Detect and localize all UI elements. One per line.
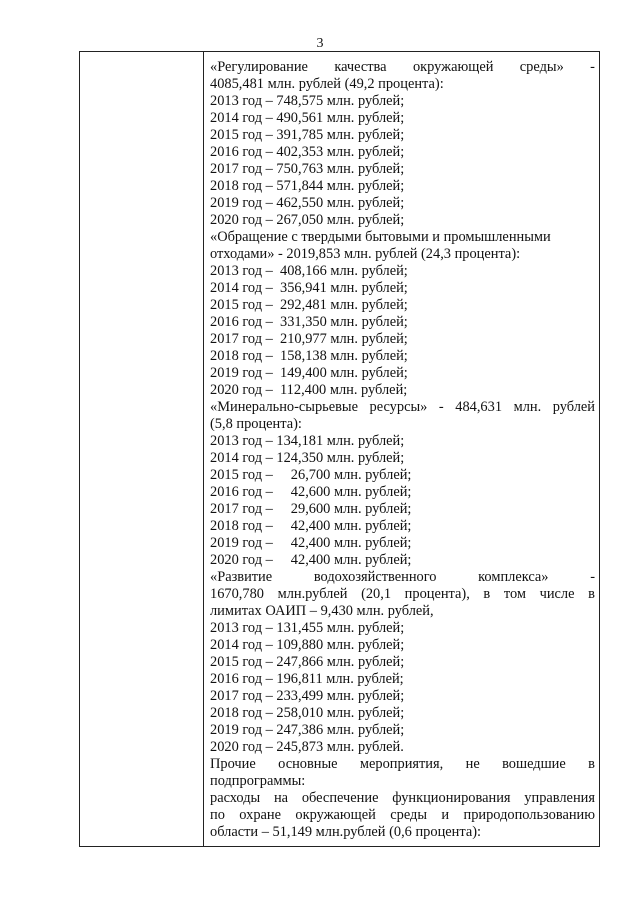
year-line: 2016 год – 42,600 млн. рублей; — [210, 484, 412, 500]
text-word: среды — [390, 807, 428, 823]
table-left-column — [80, 52, 204, 846]
text-word: по — [210, 807, 225, 823]
year-line: 2020 год – 245,873 млн. рублей. — [210, 739, 404, 755]
heading-word: «Минерально-сырьевые — [210, 399, 358, 415]
heading-word: в — [588, 586, 595, 602]
year-line: 2014 год – 109,880 млн. рублей; — [210, 637, 405, 653]
year-line: 2019 год – 149,400 млн. рублей; — [210, 365, 408, 381]
heading-word: вошедшие — [502, 756, 566, 772]
text-word: обеспечение — [301, 790, 379, 806]
heading-word: процента), — [404, 586, 470, 602]
year-line: 2014 год – 490,561 млн. рублей; — [210, 110, 405, 126]
heading-word: - — [590, 59, 595, 75]
text-word: на — [273, 790, 289, 806]
other-text: области – 51,149 млн.рублей (0,6 процента): — [210, 824, 481, 840]
year-line: 2016 год – 331,350 млн. рублей; — [210, 314, 408, 330]
heading-word: среды» — [519, 59, 564, 75]
year-line: 2017 год – 233,499 млн. рублей; — [210, 688, 405, 704]
section-heading — [210, 569, 595, 586]
text-word: и — [441, 807, 450, 823]
year-line: 2017 год – 210,977 млн. рублей; — [210, 331, 408, 347]
text-word: расходы — [210, 790, 261, 806]
heading-word: Прочие — [210, 756, 256, 772]
text-word: окружающей — [295, 807, 376, 823]
year-line: 2018 год – 42,400 млн. рублей; — [210, 518, 412, 534]
heading-word: том — [503, 586, 526, 602]
other-text — [210, 807, 595, 824]
heading-word: качества — [334, 59, 387, 75]
section-heading — [210, 586, 595, 603]
section-heading: отходами» - 2019,853 млн. рублей (24,3 процента): — [210, 246, 521, 262]
text-word: функционирования — [392, 790, 511, 806]
heading-word: ресурсы» — [369, 399, 428, 415]
page-number: 3 — [316, 36, 324, 51]
heading-word: «Регулирование — [210, 59, 308, 75]
year-line: 2018 год – 258,010 млн. рублей; — [210, 705, 405, 721]
year-line: 2016 год – 402,353 млн. рублей; — [210, 144, 405, 160]
heading-word: в — [588, 756, 595, 772]
year-line: 2020 год – 42,400 млн. рублей; — [210, 552, 412, 568]
heading-word: мероприятия, — [359, 756, 444, 772]
text-word: природопользованию — [463, 807, 595, 823]
heading-word: млн.рублей — [277, 586, 348, 602]
year-line: 2013 год – 408,166 млн. рублей; — [210, 263, 408, 279]
other-heading: подпрограммы: — [210, 773, 306, 789]
section-heading: (5,8 процента): — [210, 416, 302, 432]
year-line: 2018 год – 158,138 млн. рублей; — [210, 348, 408, 364]
other-text — [210, 790, 595, 807]
heading-word: 484,631 — [455, 399, 503, 415]
year-line: 2015 год – 292,481 млн. рублей; — [210, 297, 408, 313]
year-line: 2019 год – 42,400 млн. рублей; — [210, 535, 412, 551]
heading-word: - — [590, 569, 595, 585]
year-line: 2016 год – 196,811 млн. рублей; — [210, 671, 404, 687]
section-heading — [210, 399, 595, 416]
heading-word: комплекса» — [478, 569, 549, 585]
heading-word: млн. — [513, 399, 542, 415]
heading-word: основные — [278, 756, 338, 772]
year-line: 2020 год – 112,400 млн. рублей; — [210, 382, 408, 398]
heading-word: - — [438, 399, 444, 415]
other-heading — [210, 756, 595, 773]
section-heading: «Обращение с твердыми бытовыми и промышленными — [210, 229, 551, 245]
heading-word: «Развитие — [210, 569, 273, 585]
heading-word: водохозяйственного — [313, 569, 437, 585]
section-heading — [210, 59, 595, 76]
year-line: 2019 год – 462,550 млн. рублей; — [210, 195, 405, 211]
year-line: 2017 год – 750,763 млн. рублей; — [210, 161, 405, 177]
heading-word: числе — [539, 586, 575, 602]
heading-word: (20,1 — [361, 586, 392, 602]
heading-word: 1670,780 — [210, 586, 264, 602]
text-word: управления — [524, 790, 595, 806]
heading-word: в — [483, 586, 491, 602]
heading-word: не — [465, 756, 480, 772]
heading-word: рублей — [552, 399, 595, 415]
year-line: 2013 год – 131,455 млн. рублей; — [210, 620, 405, 636]
year-line: 2019 год – 247,386 млн. рублей; — [210, 722, 405, 738]
year-line: 2013 год – 134,181 млн. рублей; — [210, 433, 405, 449]
year-line: 2020 год – 267,050 млн. рублей; — [210, 212, 405, 228]
section-total: 4085,481 млн. рублей (49,2 процента): — [210, 76, 444, 92]
year-line: 2014 год – 124,350 млн. рублей; — [210, 450, 405, 466]
year-line: 2015 год – 26,700 млн. рублей; — [210, 467, 412, 483]
year-line: 2017 год – 29,600 млн. рублей; — [210, 501, 412, 517]
year-line: 2013 год – 748,575 млн. рублей; — [210, 93, 405, 109]
section-heading: лимитах ОАИП – 9,430 млн. рублей, — [210, 603, 434, 619]
table-right-column — [210, 59, 595, 841]
document-table — [79, 51, 600, 847]
year-line: 2014 год – 356,941 млн. рублей; — [210, 280, 408, 296]
heading-word: окружающей — [412, 59, 494, 75]
year-line: 2015 год – 391,785 млн. рублей; — [210, 127, 405, 143]
text-word: охране — [239, 807, 281, 823]
year-line: 2015 год – 247,866 млн. рублей; — [210, 654, 405, 670]
year-line: 2018 год – 571,844 млн. рублей; — [210, 178, 405, 194]
